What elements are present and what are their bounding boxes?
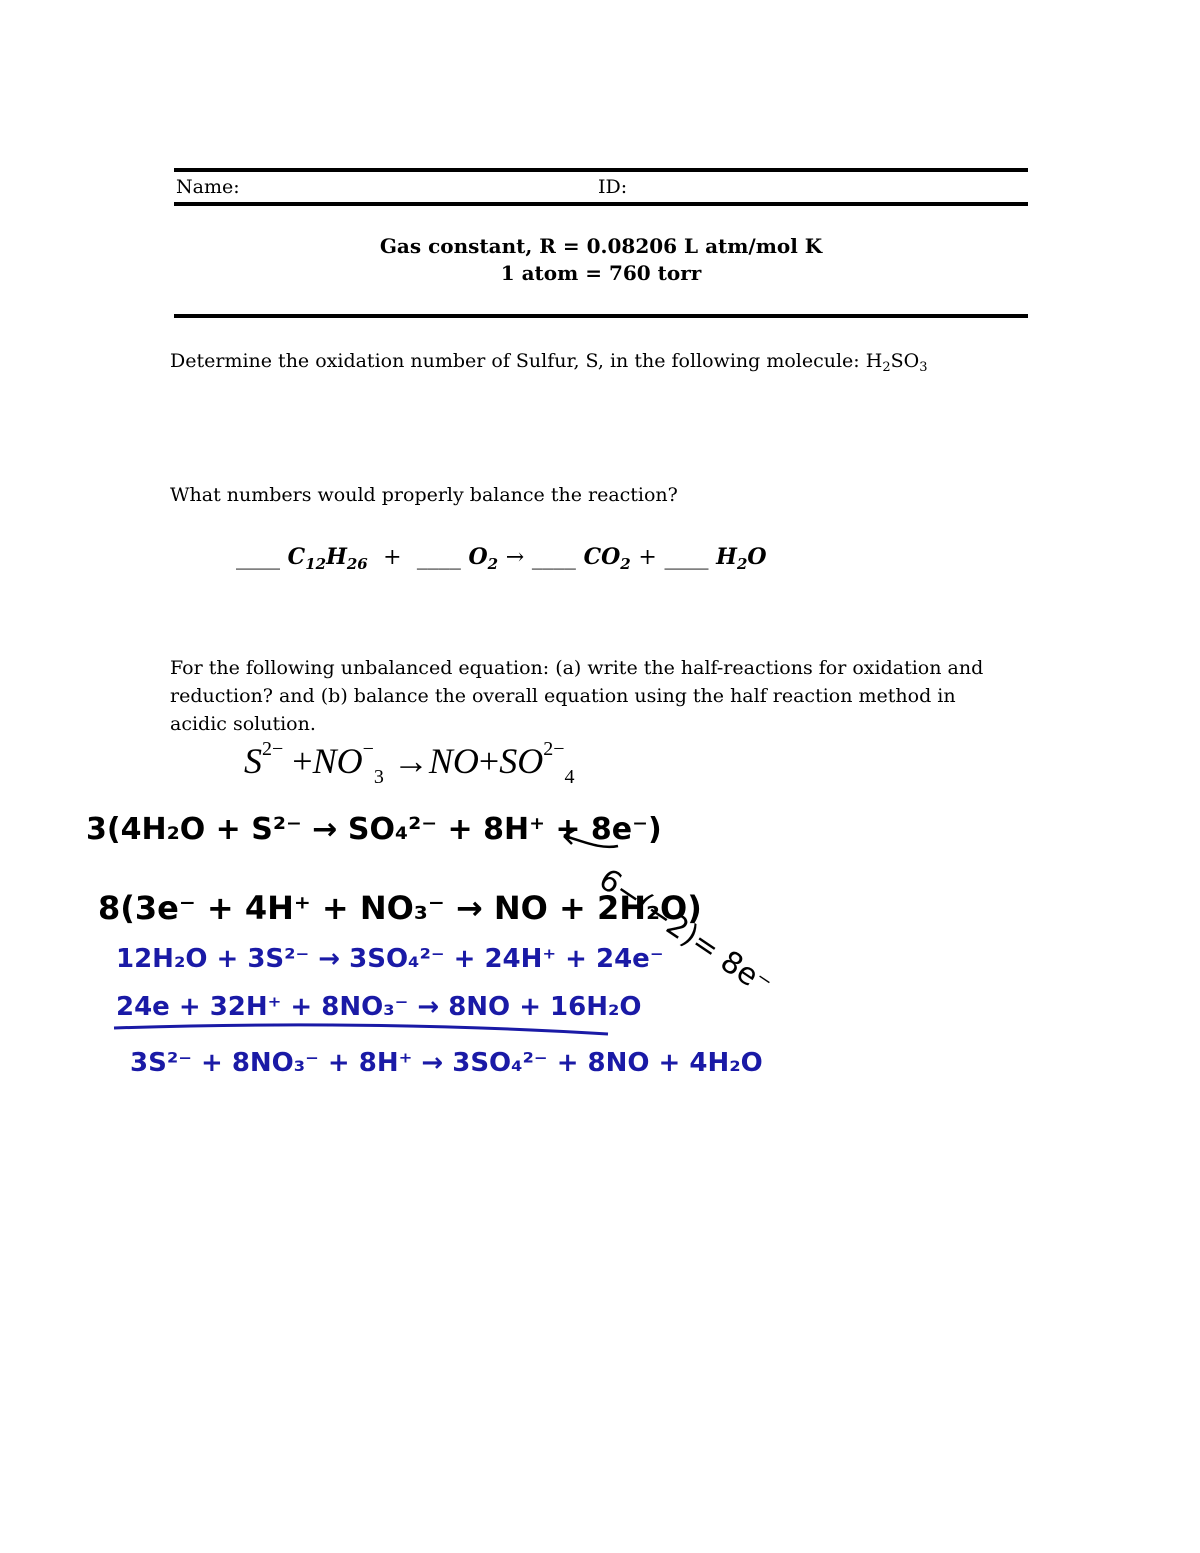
question-1-mid: SO xyxy=(890,350,920,372)
reaction-arrow: → xyxy=(505,545,525,570)
handwritten-sum-line xyxy=(112,1014,612,1044)
question-3: For the following unbalanced equation: (a) write the half-reactions for oxidation and reduction? and (b) balance the overall equation using the half reaction method in acidic solution. xyxy=(170,657,984,735)
question-1-sub1: 2 xyxy=(882,360,891,375)
header-top-rule xyxy=(174,168,1028,172)
id-label: ID: xyxy=(598,176,628,198)
handwritten-arrow-icon xyxy=(560,828,620,858)
blank-4: ____ xyxy=(664,545,709,570)
question-1-sub2: 3 xyxy=(919,360,928,375)
co2: $CO_2$ xyxy=(583,544,631,573)
balance-equation xyxy=(236,544,767,573)
question-1 xyxy=(170,347,927,375)
header-bottom-rule xyxy=(174,202,1028,206)
handwritten-oxidation-half: 3(4H₂O + S²⁻ → SO₄²⁻ + 8H⁺ + 8e⁻) xyxy=(86,812,662,847)
handwritten-reduction-half: 8(3e⁻ + 4H⁺ + NO₃⁻ → NO + 2H₂O) xyxy=(98,889,702,927)
question-1-text: Determine the oxidation number of Sulfur, S, in the following molecule: H xyxy=(170,350,883,372)
plus-1: + xyxy=(383,545,402,570)
gas-constant: Gas constant, R = 0.08206 L atm/mol K xyxy=(379,234,823,258)
blank-2: ____ xyxy=(416,545,461,570)
plus-2: + xyxy=(638,545,657,570)
atm-conversion: 1 atom = 760 torr xyxy=(500,261,702,285)
c12h26: $C_{12}H_{26}$ xyxy=(287,544,368,573)
constants-rule xyxy=(174,314,1028,318)
handwritten-oxidation-scaled: 12H₂O + 3S²⁻ → 3SO₄²⁻ + 24H⁺ + 24e⁻ xyxy=(116,944,664,974)
constants-block xyxy=(174,233,1028,287)
o2: $O_2$ xyxy=(468,544,499,573)
redox-equation: $S^{2-} +NO^-_3 \to NO+SO^{2-}_4$ xyxy=(244,738,575,788)
handwritten-balanced-result: 3S²⁻ + 8NO₃⁻ + 8H⁺ → 3SO₄²⁻ + 8NO + 4H₂O xyxy=(130,1048,763,1078)
question-2: What numbers would properly balance the reaction? xyxy=(170,484,678,506)
handwritten-reduction-scaled: 24e + 32H⁺ + 8NO₃⁻ → 8NO + 16H₂O xyxy=(116,992,642,1022)
blank-1: ____ xyxy=(236,545,280,570)
blank-3: ____ xyxy=(531,545,576,570)
handwritten-electron-note: 6−(−2)= 8e⁻ xyxy=(592,862,778,1003)
h2o: $H_2O$ xyxy=(716,544,767,573)
name-label: Name: xyxy=(176,176,240,198)
